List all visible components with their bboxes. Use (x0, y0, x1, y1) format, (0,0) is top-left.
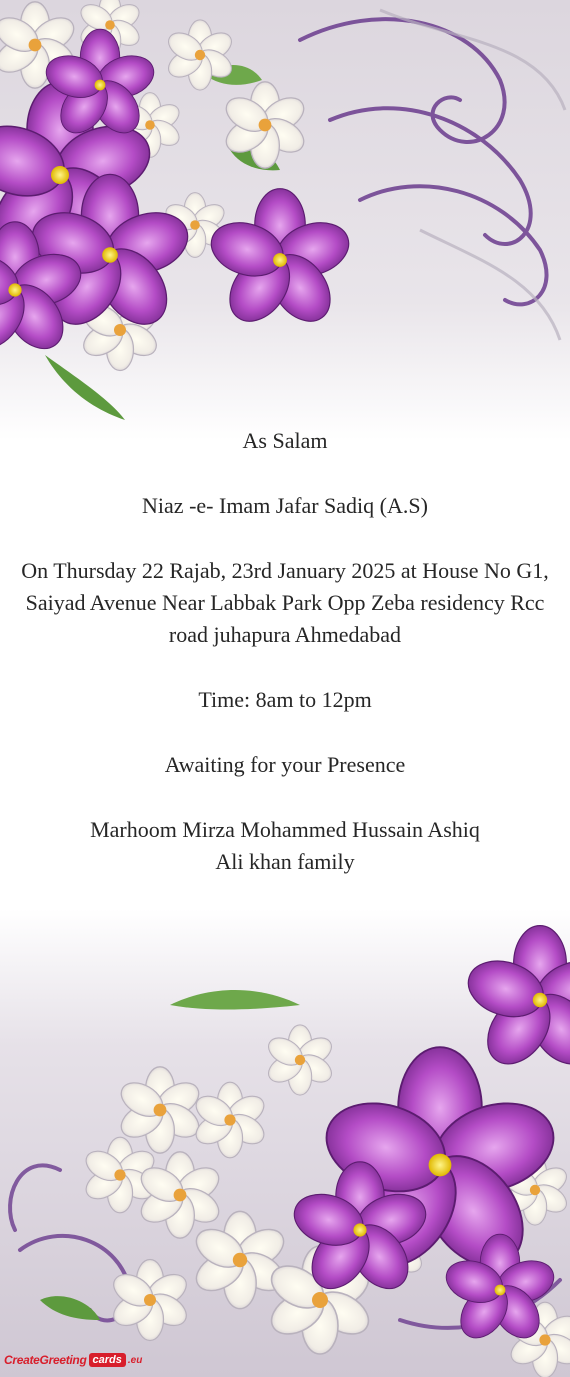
bottom-flowers (81, 926, 570, 1377)
invitation-message (20, 425, 550, 878)
watermark-brand-tld: .eu (127, 1354, 143, 1366)
awaiting-text: Awaiting for your Presence (164, 752, 406, 777)
greeting-text: As Salam (242, 428, 328, 453)
top-flowers (0, 0, 356, 370)
event-title: Niaz -e- Imam Jafar Sadiq (A.S) (142, 493, 428, 518)
host-name-line2: Ali khan family (215, 849, 355, 874)
watermark-brand-text: CreateGreeting (4, 1353, 87, 1367)
event-time: Time: 8am to 12pm (198, 687, 372, 712)
event-details: On Thursday 22 Rajab, 23rd January 2025 at House No G1, Saiyad Avenue Near Labbak Park Opp Zeba residency Rcc road juhapura Ahmedabad (21, 558, 549, 647)
site-watermark-logo[interactable] (4, 1347, 142, 1373)
host-name-line1: Marhoom Mirza Mohammed Hussain Ashiq (90, 817, 480, 842)
watermark-brand-box: cards (89, 1353, 126, 1367)
